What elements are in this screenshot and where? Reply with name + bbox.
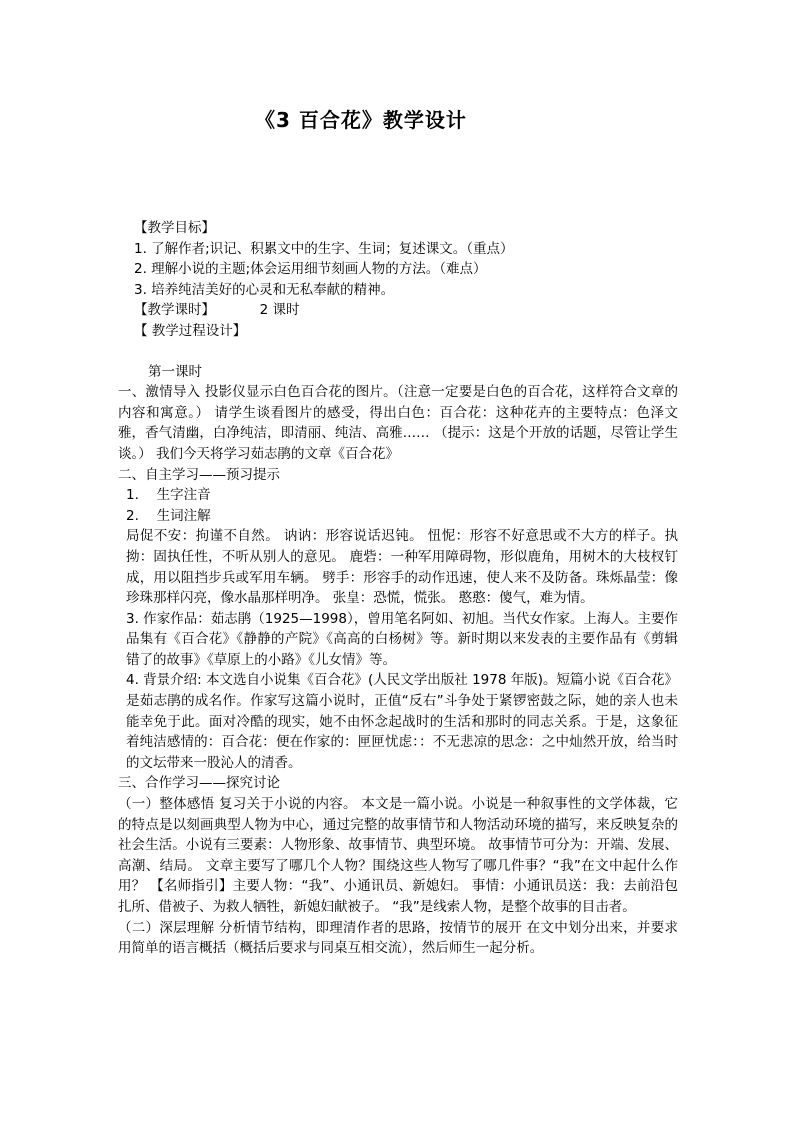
author-works-paragraph: 3. 作家作品：茹志鹃（1925—1998），曾用笔名阿如、初旭。当代女作家。上海人。主要作品集有《百合花》《静静的产院》《高高的白杨树》等。新时期以来发表的主要作品有《剪辑错了的故事》《草原上的小路》《儿女情》等。	[126, 610, 678, 668]
preview-item-2-text: 生词注解	[156, 507, 211, 524]
deep-understanding-paragraph: （二）深层理解 分析情节结构，即理清作者的思路，按情节的展开 在文中划分出来，并要求用简单的语言概括（概括后要求与同桌互相交流），然后师生一起分析。	[118, 919, 678, 957]
preview-item-1-text: 生字注音	[156, 487, 211, 504]
vocabulary-paragraph: 局促不安：拘谨不自然。 讷讷：形容说话迟钝。 忸怩：形容不好意思或不大方的样子。执拗：固执任性，不听从别人的意见。 鹿砦：一种军用障碍物，形似鹿角，用树木的大枝杈钉成，用以阻挡步兵或军用车辆。 劈手：形容手的动作迅速，使人来不及防备。珠烁晶莹：像珍珠那样闪亮，像水晶那样明净。 张皇：恐慌，慌张。 憨憨：傻气，难为情。	[126, 528, 678, 607]
overall-perception-paragraph: （一）整体感悟 复习关于小说的内容。 本文是一篇小说。小说是一种叙事性的文学体裁，它的特点是以刻画典型人物为中心，通过完整的故事情节和人物活动环境的描写，来反映复杂的社会生活。小说有三要素：人物形象、故事情节、典型环境。 故事情节可分为：开端、发展、高潮、结局。 文章主要写了哪几个人物？围绕这些人物写了哪几件事？“我”在文中起什么作用？ 【名师指引】主要人物：“我”、小通讯员、新媳妇。 事情：小通讯员送：我：去前沿包扎所、借被子、为救人牺牲，新媳妇献被子。 “我”是线索人物，是整个故事的目击者。	[118, 796, 678, 915]
section-3-heading: 三、合作学习——探究讨论	[118, 775, 280, 792]
process-heading: 【 教学过程设计】	[134, 322, 247, 339]
background-paragraph: 4. 背景介绍: 本文选自小说集《百合花》(人民文学出版社 1978 年版)。短篇小说《百合花》是茹志鹃的成名作。作家写这篇小说时，正值“反右”斗争处于紧锣密鼓之际，她的亲人也未能幸免于此。面对冷酷的现实，她不由怀念起战时的生活和那时的同志关系。于是，这象征着纯洁感情的：百合花：便在作家的：匣匣忧虑：：不无悲凉的思念：之中灿然开放，给当时的文坛带来一股沁人的清香。	[126, 672, 678, 771]
preview-item-1-num: 1.	[126, 487, 139, 504]
hours-value: 2 课时	[259, 302, 300, 319]
preview-item-1	[118, 485, 678, 506]
goals-heading: 【教学目标】	[134, 220, 215, 236]
goal-item-1: 1. 了解作者;识记、积累文中的生字、生词；复述课文。（重点）	[134, 240, 514, 257]
page-title: 《3 百合花》教学设计	[255, 108, 467, 132]
goal-item-3: 3. 培养纯洁美好的心灵和无私奉献的精神。	[134, 281, 395, 298]
goal-item-2: 2. 理解小说的主题;体会运用细节刻画人物的方法。（难点）	[134, 261, 487, 278]
preview-item-2-num: 2.	[126, 507, 139, 524]
section-1-paragraph: 一、激情导入 投影仪显示白色百合花的图片。（注意一定要是白色的百合花，这样符合文章的内容和寓意。） 请学生谈看图片的感受，得出白色：百合花：这种花卉的主要特点：色泽文雅，香气清幽，白净纯洁，即清丽、纯洁、高雅…… （提示：这是个开放的话题，尽管让学生谈。） 我们今天将学习茹志鹃的文章《百合花》	[118, 384, 678, 462]
hours-row	[118, 300, 678, 321]
document-body	[118, 218, 678, 959]
preview-item-2	[118, 506, 678, 527]
section-2-heading: 二、自主学习——预习提示	[118, 466, 280, 483]
lesson-1-heading: 第一课时	[148, 363, 202, 380]
hours-heading: 【教学课时】	[134, 302, 215, 319]
